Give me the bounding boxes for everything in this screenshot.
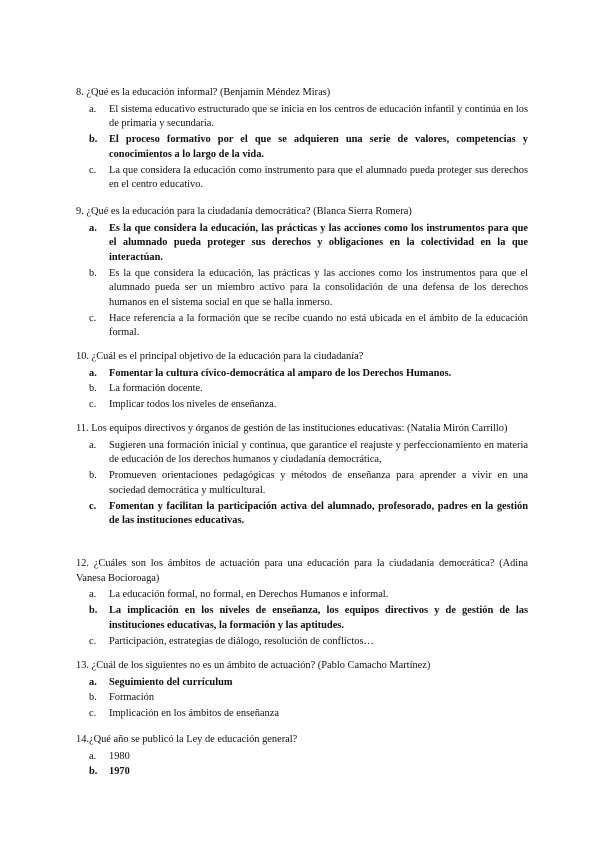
- option-text: Fomentan y facilitan la participación activa del alumnado, profesorado, padres en la gestión de las instituciones educativas.: [109, 500, 528, 527]
- option-text: 1980: [109, 750, 130, 762]
- option-text: Es la que considera la educación, las prácticas y las acciones como los instrumentos para que el alumnado pueda ser un miembro activo para la consolidación de una defensa de los derechos humanos en el sistema social en que se halla inmerso.: [109, 267, 528, 308]
- options-list: [76, 222, 528, 341]
- option-marker: b.: [89, 766, 98, 778]
- option-text: La educación formal, no formal, en Derechos Humanos e informal.: [109, 589, 389, 601]
- option-b: [76, 469, 528, 498]
- option-c: [76, 500, 528, 529]
- option-text: Implicación en los ámbitos de enseñanza: [109, 708, 279, 720]
- option-text: La formación docente.: [109, 383, 203, 395]
- option-text: El proceso formativo por el que se adquieren una serie de valores, competencias y conocimientos a lo largo de la vida.: [109, 134, 528, 160]
- option-c: [76, 164, 528, 193]
- option-c: [76, 707, 528, 722]
- options-list: [76, 367, 528, 413]
- option-b: [76, 604, 528, 633]
- option-text: La que considera la educación como instrumento para que el alumnado pueda proteger sus derechos en el centro educativo.: [109, 164, 528, 191]
- option-text: Participación, estrategias de diálogo, resolución de conflictos…: [109, 635, 374, 647]
- option-text: 1970: [109, 766, 130, 778]
- option-b: [76, 133, 528, 162]
- option-marker: b.: [89, 267, 97, 279]
- option-marker: a.: [89, 589, 97, 601]
- options-list: [76, 103, 528, 193]
- option-a: [76, 222, 528, 266]
- option-a: [76, 750, 528, 765]
- question-title: 10. ¿Cuál es el principal objetivo de la educación para la ciudadanía?: [76, 351, 364, 362]
- option-c: [76, 398, 528, 413]
- question-12: [76, 557, 528, 650]
- option-marker: b.: [89, 605, 98, 617]
- question-9: [76, 205, 528, 342]
- question-10: [76, 350, 528, 414]
- question-title: 8. ¿Qué es la educación informal? (Benjamín Méndez Miras): [76, 87, 331, 98]
- option-marker: c.: [89, 635, 97, 647]
- option-text: Implicar todos los niveles de enseñanza.: [109, 399, 277, 411]
- option-marker: c.: [89, 164, 97, 176]
- option-marker: c.: [89, 312, 97, 324]
- option-marker: b.: [89, 134, 98, 146]
- option-marker: a.: [89, 222, 97, 234]
- option-b: [76, 267, 528, 311]
- option-b: [76, 382, 528, 397]
- question-11: [76, 422, 528, 530]
- option-b: [76, 691, 528, 706]
- option-a: [76, 439, 528, 468]
- option-marker: c.: [89, 399, 97, 411]
- options-list: [76, 676, 528, 722]
- option-text: Es la que considera la educación, las prácticas y las acciones como los instrumentos para que el alumnado pueda proteger sus derechos y obligaciones en la colectividad en la que interactúan.: [109, 222, 528, 263]
- question-title: 9. ¿Qué es la educación para la ciudadanía democrática? (Blanca Sierra Romera): [76, 206, 412, 217]
- options-list: [76, 588, 528, 649]
- option-text: Sugieren una formación inicial y continua, que garantice el reajuste y perfeccionamiento en materia de educación de los derechos humanos y ciudadanía democrática,: [109, 439, 528, 466]
- question-14: [76, 733, 528, 781]
- option-marker: a.: [89, 367, 97, 379]
- option-text: La implicación en los niveles de enseñanza, los equipos directivos y de gestión de las instituciones educativas, la formación y las aptitudes.: [109, 605, 528, 631]
- option-marker: a.: [89, 439, 97, 451]
- option-b: [76, 765, 528, 780]
- option-text: Seguimiento del currículum: [109, 676, 233, 688]
- option-marker: b.: [89, 470, 97, 482]
- option-text: Promueven orientaciones pedagógicas y métodos de enseñanza para aprender a vivir en una sociedad democrática y multicultural.: [109, 470, 528, 496]
- option-a: [76, 367, 528, 382]
- option-text: Hace referencia a la formación que se recibe cuando no está ubicada en el ámbito de la educación formal.: [109, 312, 528, 339]
- option-marker: c.: [89, 708, 97, 720]
- option-marker: a.: [89, 103, 97, 115]
- option-text: Fomentar la cultura cívico-democrática al amparo de los Derechos Humanos.: [109, 367, 452, 379]
- question-title: 12. ¿Cuáles son los ámbitos de actuación para una educación para la ciudadanía democrática? (Adina Vanesa Bocioroaga): [76, 558, 528, 584]
- option-c: [76, 312, 528, 341]
- options-list: [76, 439, 528, 529]
- question-title: 14.¿Qué año se publicó la Ley de educación general?: [76, 734, 298, 745]
- option-a: [76, 676, 528, 691]
- option-a: [76, 103, 528, 132]
- question-13: [76, 659, 528, 723]
- options-list: [76, 750, 528, 780]
- question-title: 13. ¿Cuál de los siguientes no es un ámbito de actuación? (Pablo Camacho Martínez): [76, 660, 431, 671]
- option-c: [76, 635, 528, 650]
- option-marker: c.: [89, 500, 97, 512]
- option-text: El sistema educativo estructurado que se inicia en los centros de educación infantil y continúa en los de primaria y secundaria.: [109, 103, 528, 130]
- option-marker: a.: [89, 750, 97, 762]
- option-text: Formación: [109, 692, 155, 704]
- option-marker: a.: [89, 676, 97, 688]
- question-title: 11. Los equipos directivos y órganos de gestión de las instituciones educativas: (Natalia Mirón Carrillo): [76, 423, 508, 434]
- option-marker: b.: [89, 383, 97, 395]
- option-marker: b.: [89, 692, 97, 704]
- question-8: [76, 86, 528, 194]
- option-a: [76, 588, 528, 603]
